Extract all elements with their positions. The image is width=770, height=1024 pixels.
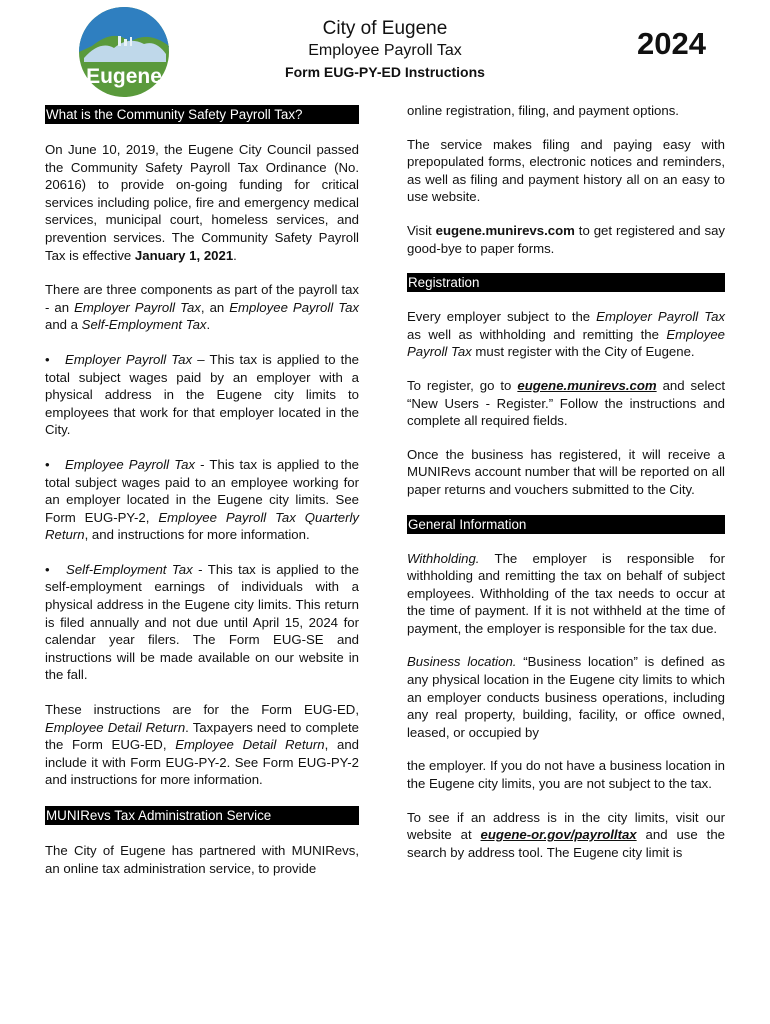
section-heading-payroll-tax: What is the Community Safety Payroll Tax? [45, 105, 359, 124]
account-number-paragraph: Once the business has registered, it will receive a MUNIRevs account number that will be reported on all paper returns and vouchers submitted to the City. [407, 446, 725, 497]
employer-tax-bullet: • Employer Payroll Tax – This tax is applied to the total subject wages paid by an employer with a physical address in the Eugene city limits to employees that work for that employer located in the City. [45, 351, 360, 438]
eugene-logo [78, 6, 170, 98]
payrolltax-link[interactable]: eugene-or.gov/payrolltax [480, 827, 637, 843]
online-options-line: online registration, filing, and payment options. [407, 103, 679, 118]
registration-paragraph: Every employer subject to the Employer Payroll Tax as well as withholding and remitting the Employee Payroll Tax must register with the City of Eugene. [407, 309, 725, 360]
section-heading-general-info: General Information [407, 515, 725, 534]
self-employment-bullet: • Self-Employment Tax - This tax is applied to the self-employment earnings of individuals with a physical address in the Eugene city limits. This return is filed annually and not due until April 15, 2024 for calendar year filers. The Form EUG-SE and instructions will be made available on our website in the fall. [45, 561, 360, 683]
not-subject-paragraph: the employer. If you do not have a business location in the Eugene city limits, you are not subject to the tax. [407, 758, 725, 792]
service-paragraph: The service makes filing and paying easy with prepopulated forms, electronic notices and reminders, as well as filing and payment history all on an easy to use website. [407, 136, 725, 205]
employee-tax-bullet: • Employee Payroll Tax - This tax is applied to the total subject wages paid to an employee working for an employer located in the Eugene city limits. See Form EUG-PY-2, Employee Payroll Tax Quarterly Return, and instructions for more information. [45, 456, 359, 543]
document-title: City of Eugene [322, 18, 448, 39]
left-column [45, 105, 359, 877]
munirevs-link[interactable]: eugene.munirevs.com [435, 222, 575, 238]
munirevs-paragraph: The City of Eugene has partnered with MUNIRevs, an online tax administration service, to provide [45, 843, 359, 876]
business-location-paragraph: Business location. “Business location” is defined as any physical location in the Eugene city limits to which an employer conducts business operations, including any real property, building, facility, or office owned, leased, or occupied by [407, 654, 725, 740]
logo-text: Eugene [86, 65, 162, 88]
register-link[interactable]: eugene.munirevs.com [517, 377, 657, 393]
document-subtitle: Employee Payroll Tax [308, 42, 462, 59]
register-steps-paragraph: To register, go to eugene.munirevs.com and select “New Users - Register.” Follow the instructions and complete all required fields. [407, 377, 725, 429]
components-paragraph: There are three components as part of the payroll tax - an Employer Payroll Tax, an Employee Payroll Tax and a Self-Employment Tax. [45, 282, 360, 333]
tax-year: 2024 [637, 26, 706, 61]
city-limits-paragraph: To see if an address is in the city limits, visit our website at eugene-or.gov/payrolltax and use the search by address tool. The Eugene city limit is [407, 809, 725, 860]
withholding-paragraph: Withholding. The employer is responsible for withholding and remitting the tax on behalf of subject employees. Withholding of the tax needs to occur at the time of payment. If it is not withheld at the time of payment, the employer is responsible for the tax due. [407, 550, 725, 636]
section-heading-munirevs: MUNIRevs Tax Administration Service [45, 806, 359, 825]
instructions-paragraph: These instructions are for the Form EUG-ED, Employee Detail Return. Taxpayers need to complete the Form EUG-ED, Employee Detail Return, and include it with Form EUG-PY-2. See Form EUG-PY-2 and instructions for more information. [45, 702, 359, 788]
form-title: Form EUG-PY-ED Instructions [285, 64, 485, 80]
visit-paragraph: Visit eugene.munirevs.com to get registered and say good-bye to paper forms. [407, 222, 725, 256]
section-heading-registration: Registration [407, 273, 725, 292]
intro-paragraph: On June 10, 2019, the Eugene City Council passed the Community Safety Payroll Tax Ordinance (No. 20616) to provide on-going funding for critical services including police, fire and emergency medical services, municipal court, homeless services, and prevention services. The Community Safety Payroll Tax is effective January 1, 2021. [45, 142, 359, 263]
right-column [407, 102, 725, 861]
